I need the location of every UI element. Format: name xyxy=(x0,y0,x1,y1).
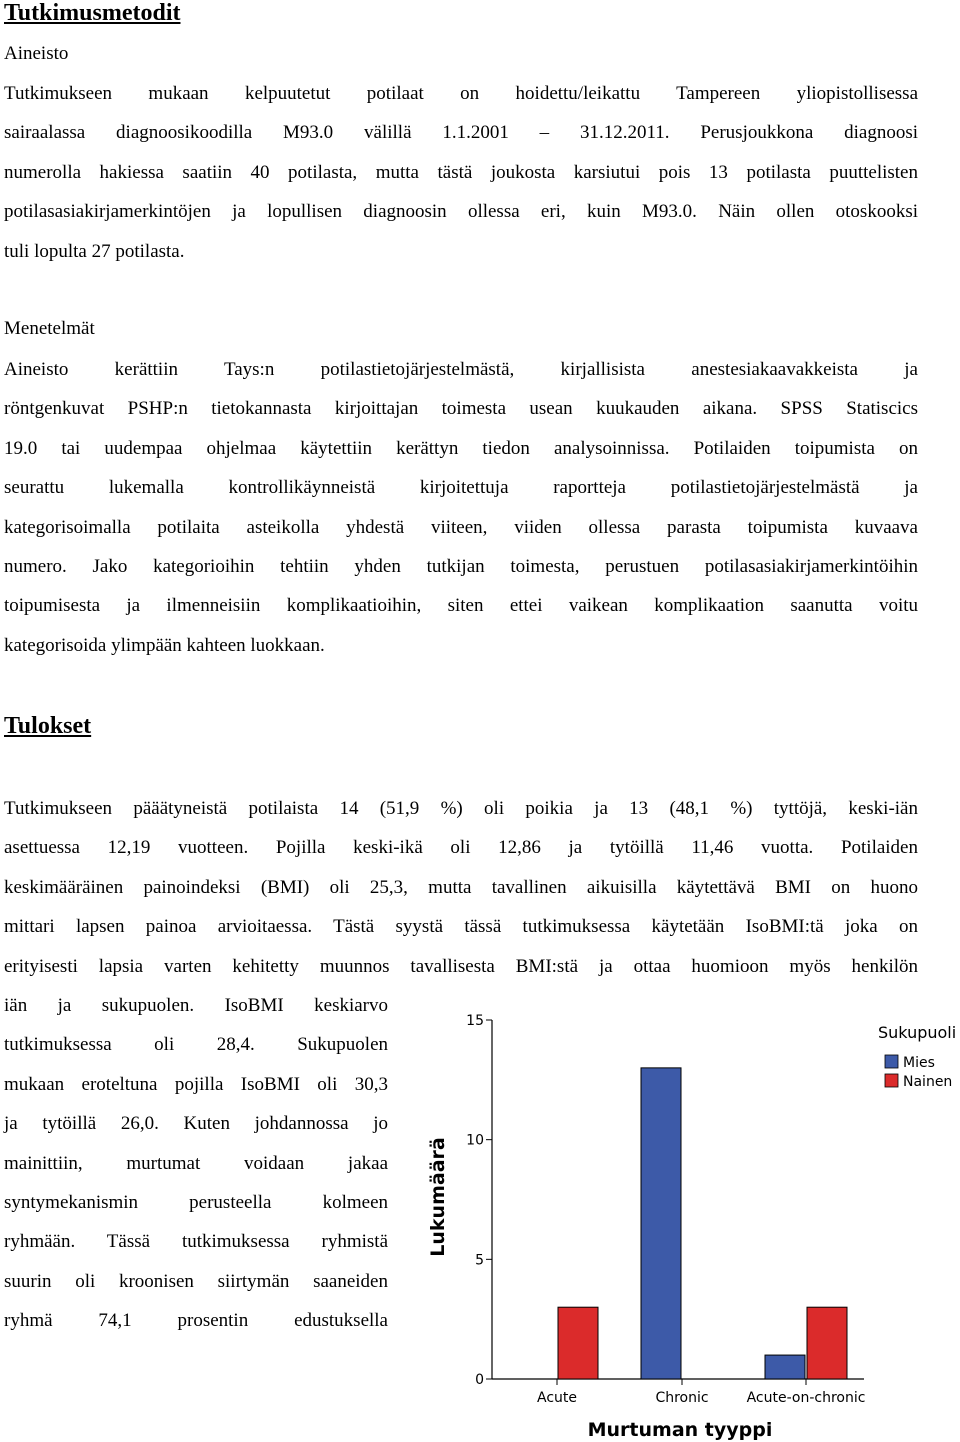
legend-label-mies: Mies xyxy=(903,1055,935,1071)
results-paragraph xyxy=(4,789,918,986)
results-line: mittari lapsen painoa arvioitaessa. Tästä syystä tässä tutkimuksessa käytetään IsoBMI:tä joka on xyxy=(4,916,918,938)
material-line: numerolla hakiessa saatiin 40 potilasta, mutta tästä joukosta karsiutui pois 13 potilasta puuttelisten xyxy=(4,161,918,183)
fracture-type-chart xyxy=(400,1005,960,1442)
results-line: keskimääräinen painoindeksi (BMI) oli 25,3, mutta tavallinen aikuisilla käytettävä BMI on huono xyxy=(4,876,918,898)
methods-heading: Menetelmät xyxy=(4,318,95,339)
bar-mies xyxy=(765,1355,805,1379)
results-narrow-line: tutkimuksessa oli 28,4. Sukupuolen xyxy=(4,1034,388,1056)
results-narrow-line: syntymekanismin perusteella kolmeen xyxy=(4,1192,388,1214)
material-line: Tutkimukseen mukaan kelpuutetut potilaat on hoidettu/leikattu Tampereen yliopistollisessa xyxy=(4,83,918,104)
y-tick-label: 10 xyxy=(466,1132,484,1149)
results-narrow-line: iän ja sukupuolen. IsoBMI keskiarvo xyxy=(4,995,388,1016)
material-paragraph xyxy=(4,74,918,271)
results-line: erityisesti lapsia varten kehitetty muunnos tavallisesta BMI:stä ja ottaa huomioon myös henkilön xyxy=(4,955,918,977)
methods-title: Tutkimusmetodit xyxy=(4,0,181,26)
results-line: Tutkimukseen pääätyneistä potilaista 14 (51,9 %) oli poikia ja 13 (48,1 %) tyttöjä, keski-iän xyxy=(4,798,918,819)
results-title: Tulokset xyxy=(4,713,92,739)
results-narrow-line: ryhmä 74,1 prosentin edustuksella xyxy=(4,1310,388,1332)
methods-line: kategorisoida ylimpään kahteen luokkaan. xyxy=(4,634,325,656)
methods-line: seurattu lukemalla kontrollikäynneistä kirjoitettuja raportteja potilastietojärjestelmästä ja xyxy=(4,477,918,499)
material-heading: Aineisto xyxy=(4,43,69,64)
methods-line: kategorisoimalla potilaita asteikolla yhdestä viiteen, viiden ollessa parasta toipumista kuvaava xyxy=(4,516,918,538)
results-narrow-line: mainittiin, murtumat voidaan jakaa xyxy=(4,1152,388,1174)
x-tick-label: Chronic xyxy=(655,1390,709,1406)
methods-line: Aineisto kerättiin Tays:n potilastietojärjestelmästä, kirjallisista anestesiakaavakkeista ja xyxy=(4,359,918,380)
results-narrow-line: mukaan eroteltuna pojilla IsoBMI oli 30,3 xyxy=(4,1073,388,1095)
y-axis-title: Lukumäärä xyxy=(427,1137,449,1257)
methods-line: 19.0 tai uudempaa ohjelmaa käytettiin kerättyn tiedon analysoinnissa. Potilaiden toipumista on xyxy=(4,437,918,459)
bar-nainen xyxy=(807,1307,847,1379)
material-line: sairaalassa diagnoosikoodilla M93.0 välillä 1.1.2001 – 31.12.2011. Perusjoukkona diagnoosi xyxy=(4,122,918,144)
results-narrow-paragraph xyxy=(4,986,388,1341)
results-narrow-line: ja tytöillä 26,0. Kuten johdannossa jo xyxy=(4,1113,388,1135)
material-line: tuli lopulta 27 potilasta. xyxy=(4,240,185,262)
methods-line: röntgenkuvat PSHP:n tietokannasta kirjoittajan toimesta usean kuukauden aikana. SPSS Statiscics xyxy=(4,398,918,420)
x-axis-title: Murtuman tyyppi xyxy=(587,1419,773,1441)
methods-paragraph xyxy=(4,350,918,665)
legend-label-nainen: Nainen xyxy=(903,1074,953,1090)
legend-swatch-mies xyxy=(885,1055,898,1068)
material-line: potilasasiakirjamerkintöjen ja lopullisen diagnoosin ollessa eri, kuin M93.0. Näin ollen otoskooksi xyxy=(4,201,918,223)
legend-swatch-nainen xyxy=(885,1074,898,1087)
methods-line: toipumisesta ja ilmenneisiin komplikaatioihin, siten ettei vaikean komplikaation saanutta voitu xyxy=(4,595,918,617)
y-tick-label: 15 xyxy=(466,1013,484,1029)
bar-mies xyxy=(641,1068,681,1379)
legend-title: Sukupuoli xyxy=(878,1023,957,1042)
results-narrow-line: ryhmään. Tässä tutkimuksessa ryhmistä xyxy=(4,1231,388,1253)
y-tick-label: 0 xyxy=(475,1372,484,1388)
x-tick-label: Acute xyxy=(536,1390,578,1406)
results-line: asettuessa 12,19 vuotteen. Pojilla keski-ikä oli 12,86 ja tytöillä 11,46 vuotta. Potilaiden xyxy=(4,837,918,859)
methods-line: numero. Jako kategorioihin tehtiin yhden tutkijan toimesta, perustuen potilasasiakirjamerkintöihin xyxy=(4,556,918,578)
y-tick-label: 5 xyxy=(475,1252,484,1269)
x-tick-label: Acute-on-chronic xyxy=(746,1390,866,1406)
results-narrow-line: suurin oli kroonisen siirtymän saaneiden xyxy=(4,1270,388,1292)
bar-nainen xyxy=(558,1307,598,1379)
